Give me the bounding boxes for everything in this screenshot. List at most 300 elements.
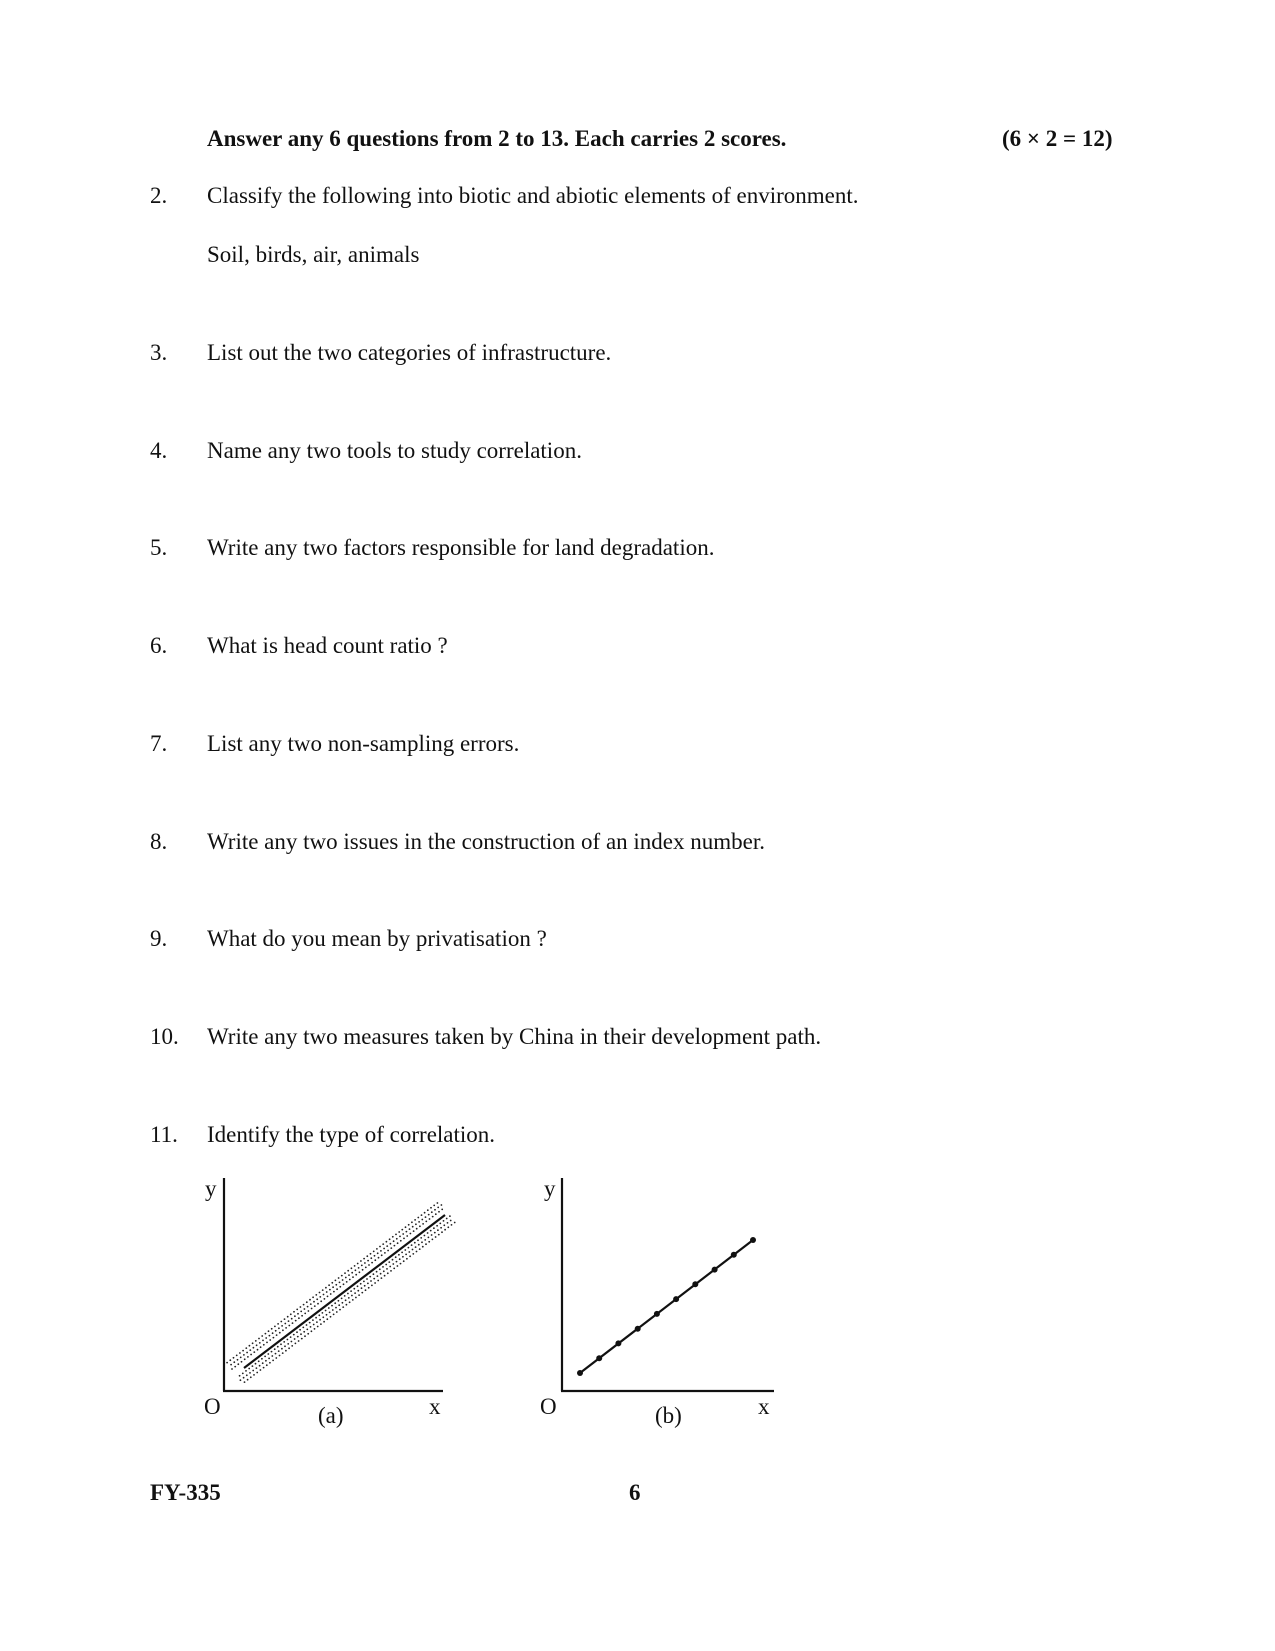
- page-number: 6: [629, 1480, 641, 1505]
- scatter-dot: [313, 1301, 315, 1303]
- scatter-dot: [319, 1319, 321, 1321]
- scatter-dot: [331, 1305, 333, 1307]
- scatter-dot: [332, 1286, 334, 1288]
- scatter-dot: [425, 1216, 427, 1218]
- scatter-dot: [282, 1352, 284, 1354]
- scatter-dot: [397, 1265, 399, 1267]
- scatter-dot: [349, 1279, 351, 1281]
- scatter-dot: [315, 1294, 317, 1296]
- data-point: [692, 1281, 698, 1287]
- scatter-dot: [360, 1260, 362, 1262]
- scatter-dot: [405, 1226, 407, 1228]
- scatter-dot: [348, 1297, 350, 1299]
- scatter-dot: [363, 1281, 365, 1283]
- scatter-dot: [333, 1314, 335, 1316]
- scatter-dot: [412, 1249, 414, 1251]
- origin-label: O: [540, 1394, 557, 1419]
- scatter-dot: [281, 1325, 283, 1327]
- scatter-dot: [422, 1223, 424, 1225]
- scatter-dot: [288, 1347, 290, 1349]
- scatter-dot: [374, 1282, 376, 1284]
- scatter-dot: [253, 1374, 255, 1376]
- question-number: 4.: [150, 438, 168, 463]
- scatter-dot: [269, 1362, 271, 1364]
- scatter-dot: [427, 1232, 429, 1234]
- scatter-dot: [253, 1347, 255, 1349]
- scatter-dot: [454, 1222, 456, 1224]
- data-point: [750, 1237, 756, 1243]
- scatter-dot: [247, 1379, 249, 1381]
- scatter-dot: [433, 1205, 435, 1207]
- scatter-dot: [351, 1272, 353, 1274]
- scatter-dot: [269, 1335, 271, 1337]
- question-extra-text: Soil, birds, air, animals: [207, 242, 420, 267]
- scatter-dot: [325, 1287, 327, 1289]
- scatter-dot: [341, 1275, 343, 1277]
- scatter-dot: [287, 1339, 289, 1341]
- scatter-dot: [338, 1304, 340, 1306]
- scatter-dot: [414, 1219, 416, 1221]
- scatter-dot: [368, 1287, 370, 1289]
- scatter-dot: [239, 1375, 241, 1377]
- scatter-dot: [327, 1296, 329, 1298]
- scatter-dot: [367, 1283, 369, 1285]
- scatter-dot: [309, 1322, 311, 1324]
- scatter-dot: [342, 1279, 344, 1281]
- data-point: [577, 1370, 583, 1376]
- question-text: Name any two tools to study correlation.: [207, 438, 582, 463]
- scatter-dot: [300, 1311, 302, 1313]
- scatter-dot: [385, 1264, 387, 1266]
- scatter-dot: [406, 1235, 408, 1237]
- scatter-dot: [319, 1296, 321, 1298]
- scatter-dot: [256, 1372, 258, 1374]
- scatter-dot: [428, 1241, 430, 1243]
- scatter-dot: [395, 1256, 397, 1258]
- scatter-dot: [246, 1374, 248, 1376]
- y-axis-label: y: [544, 1176, 556, 1201]
- scatter-dot: [364, 1285, 366, 1287]
- scatter-dot: [353, 1288, 355, 1290]
- scatter-dot: [438, 1234, 440, 1236]
- question-text: What is head count ratio ?: [207, 633, 448, 658]
- scatter-dot: [307, 1333, 309, 1335]
- scatter-dot: [412, 1226, 414, 1228]
- scatter-dot: [418, 1221, 420, 1223]
- scatter-dot: [363, 1258, 365, 1260]
- scatter-dot: [449, 1215, 451, 1217]
- scatter-dot: [261, 1358, 263, 1360]
- scatter-dot: [297, 1336, 299, 1338]
- scatter-dot: [311, 1330, 313, 1332]
- scatter-dot: [285, 1327, 287, 1329]
- scatter-dot: [421, 1241, 423, 1243]
- scatter-dot: [277, 1346, 279, 1348]
- scatter-dot: [424, 1239, 426, 1241]
- regression-line: [244, 1215, 445, 1368]
- scatter-dot: [276, 1334, 278, 1336]
- scatter-dot: [345, 1277, 347, 1279]
- data-point: [731, 1252, 737, 1258]
- question-text: Write any two measures taken by China in their development path.: [207, 1024, 822, 1049]
- scatter-dot: [237, 1359, 239, 1361]
- scatter-dot: [396, 1238, 398, 1240]
- scatter-dot: [271, 1328, 273, 1330]
- scatter-dot: [344, 1272, 346, 1274]
- scatter-dot: [434, 1209, 436, 1211]
- scatter-dot: [357, 1263, 359, 1265]
- scatter-dot: [350, 1290, 352, 1292]
- scatter-dot: [381, 1254, 383, 1256]
- scatter-dot: [394, 1245, 396, 1247]
- scatter-dot: [424, 1235, 426, 1237]
- scatter-dot: [379, 1246, 381, 1248]
- scatter-dot: [343, 1283, 345, 1285]
- scatter-dot: [366, 1278, 368, 1280]
- scatter-dot: [355, 1297, 357, 1299]
- scatter-dot: [408, 1247, 410, 1249]
- scatter-dot: [266, 1342, 268, 1344]
- scatter-dot: [370, 1257, 372, 1259]
- scatter-dot: [381, 1277, 383, 1279]
- scatter-dot: [322, 1312, 324, 1314]
- scatter-dot: [245, 1347, 247, 1349]
- scatter-dot: [310, 1303, 312, 1305]
- scatter-dot: [295, 1320, 297, 1322]
- scatter-dot: [366, 1255, 368, 1257]
- scatter-dot: [421, 1219, 423, 1221]
- scatter-dot: [256, 1367, 258, 1369]
- scatter-dot: [255, 1363, 257, 1365]
- scatter-dot: [354, 1292, 356, 1294]
- scatter-dot: [425, 1243, 427, 1245]
- scatter-dot: [401, 1229, 403, 1231]
- scatter-dot: [416, 1228, 418, 1230]
- scatter-dot: [428, 1237, 430, 1239]
- scatter-dot: [311, 1308, 313, 1310]
- scatter-dot: [300, 1306, 302, 1308]
- scatter-dot: [389, 1266, 391, 1268]
- scatter-dot: [361, 1292, 363, 1294]
- scatter-dot: [292, 1322, 294, 1324]
- scatter-dot: [386, 1245, 388, 1247]
- scatter-dot: [365, 1267, 367, 1269]
- scatter-dot: [243, 1354, 245, 1356]
- scatter-dot: [245, 1370, 247, 1372]
- scatter-dot: [295, 1343, 297, 1345]
- scatter-dot: [440, 1227, 442, 1229]
- scatter-dot: [338, 1277, 340, 1279]
- scatter-dot: [408, 1224, 410, 1226]
- scatter-dot: [392, 1236, 394, 1238]
- scatter-dot: [280, 1321, 282, 1323]
- scatter-dot: [352, 1276, 354, 1278]
- scatter-dot: [229, 1359, 231, 1361]
- scatter-dot: [441, 1231, 443, 1233]
- scatter-dot: [403, 1260, 405, 1262]
- scatter-dot: [291, 1341, 293, 1343]
- scatter-dot: [384, 1275, 386, 1277]
- scatter-dot: [402, 1256, 404, 1258]
- scatter-dot: [389, 1238, 391, 1240]
- scatter-dot: [308, 1310, 310, 1312]
- scatter-dot: [438, 1211, 440, 1213]
- scatter-dot: [284, 1345, 286, 1347]
- scatter-dot: [312, 1319, 314, 1321]
- question-text: Write any two issues in the construction of an index number.: [207, 829, 765, 854]
- scatter-dot: [422, 1246, 424, 1248]
- scatter-dot: [396, 1261, 398, 1263]
- scatter-dot: [293, 1311, 295, 1313]
- scatter-dot: [406, 1231, 408, 1233]
- scatter-dot: [237, 1363, 239, 1365]
- figure-caption: (a): [318, 1403, 344, 1428]
- scatter-dot: [310, 1326, 312, 1328]
- scatter-dot: [419, 1248, 421, 1250]
- scatter-dot: [278, 1327, 280, 1329]
- scatter-dot: [387, 1250, 389, 1252]
- scatter-dot: [432, 1216, 434, 1218]
- scatter-dot: [319, 1292, 321, 1294]
- scatter-dot: [373, 1278, 375, 1280]
- scatter-dot: [322, 1316, 324, 1318]
- question-number: 10.: [150, 1024, 179, 1049]
- scatter-dot: [262, 1362, 264, 1364]
- scatter-dot: [312, 1296, 314, 1298]
- scatter-dot: [380, 1273, 382, 1275]
- scatter-dot: [247, 1356, 249, 1358]
- scatter-dot: [420, 1237, 422, 1239]
- scatter-dot: [417, 1239, 419, 1241]
- scatter-dot: [377, 1252, 379, 1254]
- scatter-dot: [419, 1225, 421, 1227]
- scatter-dot: [441, 1209, 443, 1211]
- scatter-dot: [429, 1218, 431, 1220]
- scatter-dot: [279, 1332, 281, 1334]
- scatter-dot: [253, 1351, 255, 1353]
- scatter-dot: [367, 1260, 369, 1262]
- question-number: 9.: [150, 926, 168, 951]
- question-text: Identify the type of correlation.: [207, 1122, 496, 1147]
- scatter-dot: [401, 1252, 403, 1254]
- scatter-dot: [399, 1236, 401, 1238]
- scatter-dot: [268, 1330, 270, 1332]
- scatter-dot: [266, 1364, 268, 1366]
- scatter-dot: [446, 1218, 448, 1220]
- scatter-dot: [281, 1348, 283, 1350]
- scatter-dot: [368, 1264, 370, 1266]
- scatter-dot: [299, 1329, 301, 1331]
- scatter-dot: [284, 1318, 286, 1320]
- scatter-dot: [268, 1358, 270, 1360]
- scatter-dot: [323, 1294, 325, 1296]
- scatter-dot: [309, 1299, 311, 1301]
- scatter-dot: [230, 1364, 232, 1366]
- scatter-dot: [357, 1285, 359, 1287]
- scatter-dot: [326, 1314, 328, 1316]
- scatter-dot: [439, 1223, 441, 1225]
- correlation-line: [580, 1240, 753, 1373]
- scatter-dot: [335, 1284, 337, 1286]
- scatter-dot: [313, 1324, 315, 1326]
- scatter-dot: [241, 1361, 243, 1363]
- scatter-dot: [314, 1305, 316, 1307]
- scatter-dot: [302, 1327, 304, 1329]
- question-text: List out the two categories of infrastructure.: [207, 340, 612, 365]
- scatter-dot: [373, 1251, 375, 1253]
- data-point: [635, 1326, 641, 1332]
- scatter-dot: [303, 1304, 305, 1306]
- scatter-dot: [373, 1273, 375, 1275]
- scatter-dot: [333, 1291, 335, 1293]
- scatter-dot: [430, 1230, 432, 1232]
- scatter-dot: [244, 1381, 246, 1383]
- scatter-dot: [344, 1295, 346, 1297]
- scatter-dot: [304, 1335, 306, 1337]
- scatter-dot: [314, 1328, 316, 1330]
- scatter-dot: [269, 1339, 271, 1341]
- scatter-dot: [447, 1222, 449, 1224]
- scatter-dot: [345, 1299, 347, 1301]
- scatter-dot: [300, 1333, 302, 1335]
- scatter-dot: [328, 1307, 330, 1309]
- scatter-dot: [351, 1295, 353, 1297]
- scatter-dot: [252, 1365, 254, 1367]
- scatter-dot: [283, 1341, 285, 1343]
- scatter-dot: [397, 1242, 399, 1244]
- scatter-dot: [371, 1285, 373, 1287]
- scatter-dot: [358, 1294, 360, 1296]
- scatter-dot: [390, 1247, 392, 1249]
- scatter-dot: [257, 1349, 259, 1351]
- y-axis-label: y: [205, 1176, 217, 1201]
- scatter-dot: [236, 1355, 238, 1357]
- scatter-dot: [390, 1243, 392, 1245]
- scatter-dot: [242, 1350, 244, 1352]
- scatter-dot: [451, 1224, 453, 1226]
- scatter-dot: [383, 1270, 385, 1272]
- scatter-dot: [294, 1338, 296, 1340]
- scatter-dot: [369, 1276, 371, 1278]
- scatter-dot: [415, 1246, 417, 1248]
- data-point: [615, 1340, 621, 1346]
- scatter-dot: [279, 1355, 281, 1357]
- scatter-dot: [357, 1290, 359, 1292]
- scatter-dot: [354, 1265, 356, 1267]
- scatter-dot: [377, 1280, 379, 1282]
- scatter-dot: [329, 1312, 331, 1314]
- scatter-dot: [273, 1337, 275, 1339]
- scatter-dot: [432, 1239, 434, 1241]
- scatter-dot: [260, 1346, 262, 1348]
- scatter-dot: [274, 1348, 276, 1350]
- scatter-dot: [234, 1366, 236, 1368]
- scatter-dot: [398, 1231, 400, 1233]
- figure-caption: (b): [655, 1403, 682, 1428]
- scatter-dot: [386, 1268, 388, 1270]
- correlation-graph-a: [195, 1168, 455, 1438]
- scatter-dot: [370, 1253, 372, 1255]
- scatter-dot: [326, 1318, 328, 1320]
- scatter-dot: [249, 1372, 251, 1374]
- scatter-dot: [243, 1377, 245, 1379]
- scatter-dot: [361, 1287, 363, 1289]
- scatter-dot: [339, 1286, 341, 1288]
- scatter-dot: [331, 1282, 333, 1284]
- scatter-dot: [362, 1269, 364, 1271]
- scatter-dot: [274, 1326, 276, 1328]
- correlation-graph-b: [530, 1168, 790, 1438]
- scatter-dot: [388, 1261, 390, 1263]
- scatter-dot: [307, 1306, 309, 1308]
- scatter-dot: [332, 1309, 334, 1311]
- scatter-dot: [374, 1255, 376, 1257]
- scatter-dot: [249, 1345, 251, 1347]
- scatter-dot: [275, 1357, 277, 1359]
- scatter-dot: [291, 1318, 293, 1320]
- scatter-dot: [275, 1353, 277, 1355]
- data-point: [712, 1267, 718, 1273]
- scatter-dot: [316, 1298, 318, 1300]
- question-number: 8.: [150, 829, 168, 854]
- scatter-dot: [392, 1259, 394, 1261]
- scatter-dot: [411, 1221, 413, 1223]
- scatter-dot: [417, 1217, 419, 1219]
- scatter-dot: [282, 1329, 284, 1331]
- scatter-dot: [328, 1284, 330, 1286]
- scatter-dot: [336, 1288, 338, 1290]
- scatter-dot: [412, 1253, 414, 1255]
- scatter-dot: [395, 1234, 397, 1236]
- scatter-dot: [349, 1301, 351, 1303]
- scatter-dot: [430, 1207, 432, 1209]
- data-point: [596, 1355, 602, 1361]
- scatter-dot: [291, 1345, 293, 1347]
- scatter-dot: [339, 1309, 341, 1311]
- scatter-dot: [259, 1342, 261, 1344]
- scatter-dot: [287, 1343, 289, 1345]
- scatter-dot: [298, 1317, 300, 1319]
- question-number: 2.: [150, 183, 168, 208]
- scatter-dot: [338, 1300, 340, 1302]
- scatter-dot: [233, 1357, 235, 1359]
- scatter-dot: [437, 1202, 439, 1204]
- scatter-dot: [427, 1209, 429, 1211]
- scatter-dot: [351, 1267, 353, 1269]
- scatter-dot: [392, 1263, 394, 1265]
- scatter-dot: [382, 1266, 384, 1268]
- x-axis-label: x: [429, 1394, 441, 1419]
- scatter-dot: [317, 1326, 319, 1328]
- scatter-dot: [384, 1252, 386, 1254]
- scatter-dot: [290, 1336, 292, 1338]
- scatter-dot: [380, 1250, 382, 1252]
- scatter-dot: [403, 1238, 405, 1240]
- instruction-text: Answer any 6 questions from 2 to 13. Each carries 2 scores.: [207, 126, 787, 151]
- scatter-dot: [370, 1280, 372, 1282]
- scatter-dot: [288, 1320, 290, 1322]
- scatter-dot: [275, 1330, 277, 1332]
- scatter-dot: [413, 1230, 415, 1232]
- scatter-dot: [416, 1251, 418, 1253]
- scatter-dot: [261, 1335, 263, 1337]
- scatter-dot: [414, 1242, 416, 1244]
- scatter-dot: [301, 1338, 303, 1340]
- question-number: 11.: [150, 1122, 178, 1147]
- scatter-dot: [437, 1207, 439, 1209]
- scatter-dot: [415, 1223, 417, 1225]
- scatter-dot: [330, 1293, 332, 1295]
